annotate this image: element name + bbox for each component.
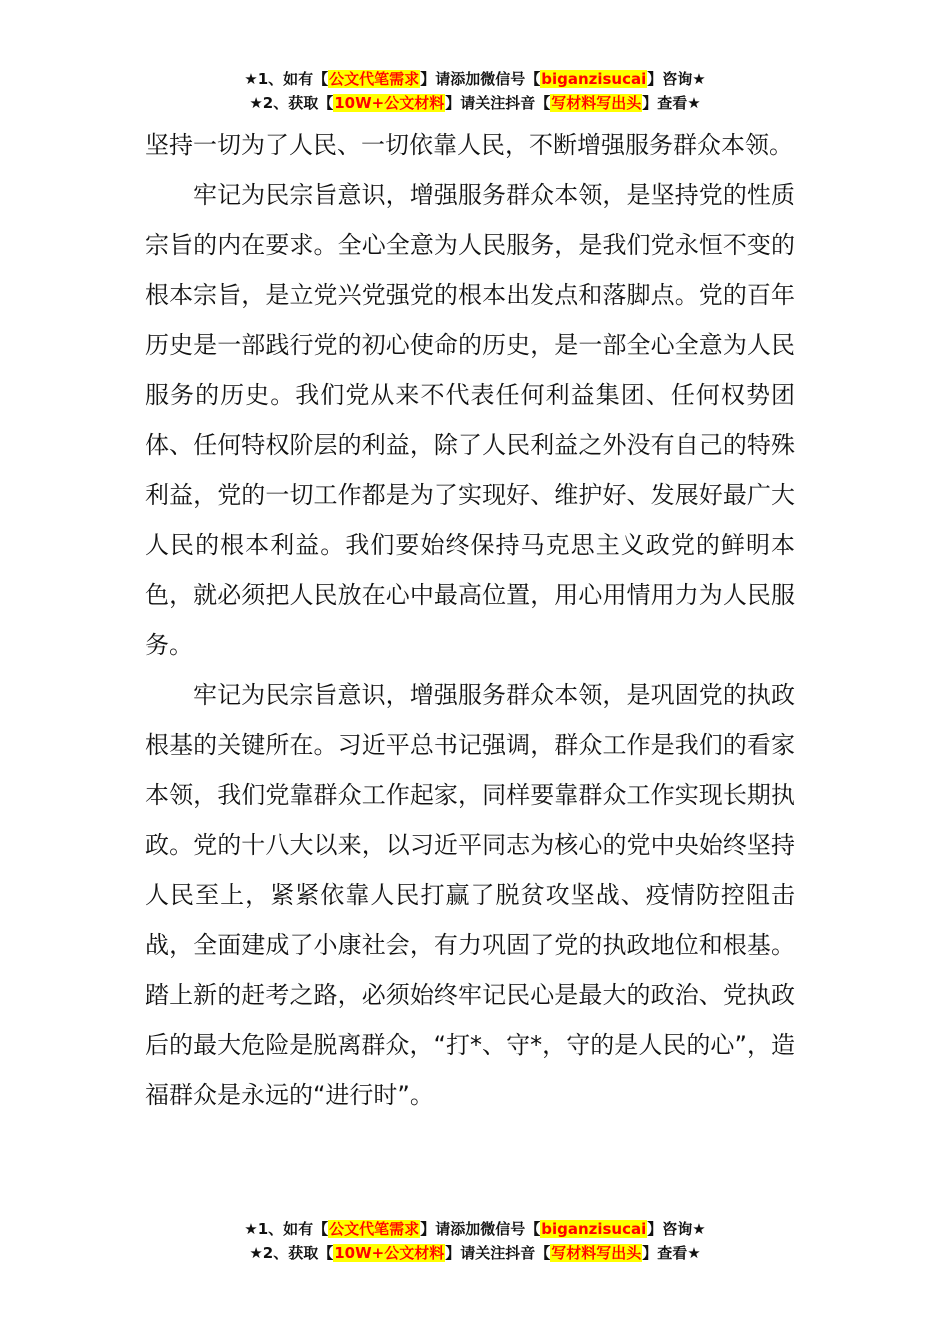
banner-text: 】请添加微信号【	[420, 1220, 541, 1238]
banner-text: 】请关注抖音【	[445, 1244, 551, 1262]
banner-text: ★1、如有【	[244, 70, 329, 88]
paragraph: 坚持一切为了人民、一切依靠人民，不断增强服务群众本领。	[145, 131, 793, 159]
banner-line-1	[0, 1218, 950, 1242]
document-body	[145, 120, 795, 1120]
banner-text: ★2、获取【	[249, 1244, 334, 1262]
banner-text: ★2、获取【	[249, 94, 334, 112]
banner-text: 】咨询★	[647, 70, 706, 88]
banner-highlight: 10W+公文材料	[334, 94, 445, 112]
banner-text: 】查看★	[642, 1244, 701, 1262]
paragraph: 牢记为民宗旨意识，增强服务群众本领，是巩固党的执政根基的关键所在。习近平总书记强调，群众工作是我们的看家本领，我们党靠群众工作起家，同样要靠群众工作实现长期执政。党的十八大以来，以习近平同志为核心的党中央始终坚持人民至上，紧紧依靠人民打赢了脱贫攻坚战、疫情防控阻击战，全面建成了小康社会，有力巩固了党的执政地位和根基。踏上新的赶考之路，必须始终牢记民心是最大的政治、党执政后的最大危险是脱离群众，“打*、守*，守的是人民的心”，造福群众是永远的“进行时”。	[145, 681, 795, 1109]
banner-highlight: 10W+公文材料	[334, 1244, 445, 1262]
banner-text: ★1、如有【	[244, 1220, 329, 1238]
banner-highlight: 公文代笔需求	[329, 70, 420, 88]
banner-text: 】查看★	[642, 94, 701, 112]
banner-highlight: 写材料写出头	[551, 1244, 642, 1262]
paragraph: 牢记为民宗旨意识，增强服务群众本领，是坚持党的性质宗旨的内在要求。全心全意为人民服务，是我们党永恒不变的根本宗旨，是立党兴党强党的根本出发点和落脚点。党的百年历史是一部践行党的初心使命的历史，是一部全心全意为人民服务的历史。我们党从来不代表任何利益集团、任何权势团体、任何特权阶层的利益，除了人民利益之外没有自己的特殊利益，党的一切工作都是为了实现好、维护好、发展好最广大人民的根本利益。我们要始终保持马克思主义政党的鲜明本色，就必须把人民放在心中最高位置，用心用情用力为人民服务。	[145, 181, 795, 659]
header-banner	[0, 68, 950, 116]
banner-line-1	[0, 68, 950, 92]
banner-line-2	[0, 92, 950, 116]
banner-text: 】请关注抖音【	[445, 94, 551, 112]
footer-banner	[0, 1218, 950, 1266]
banner-highlight: 公文代笔需求	[329, 1220, 420, 1238]
banner-text: 】咨询★	[647, 1220, 706, 1238]
banner-line-2	[0, 1242, 950, 1266]
banner-highlight: biganzisucai	[541, 1220, 647, 1238]
banner-highlight: biganzisucai	[541, 70, 647, 88]
banner-text: 】请添加微信号【	[420, 70, 541, 88]
banner-highlight: 写材料写出头	[551, 94, 642, 112]
